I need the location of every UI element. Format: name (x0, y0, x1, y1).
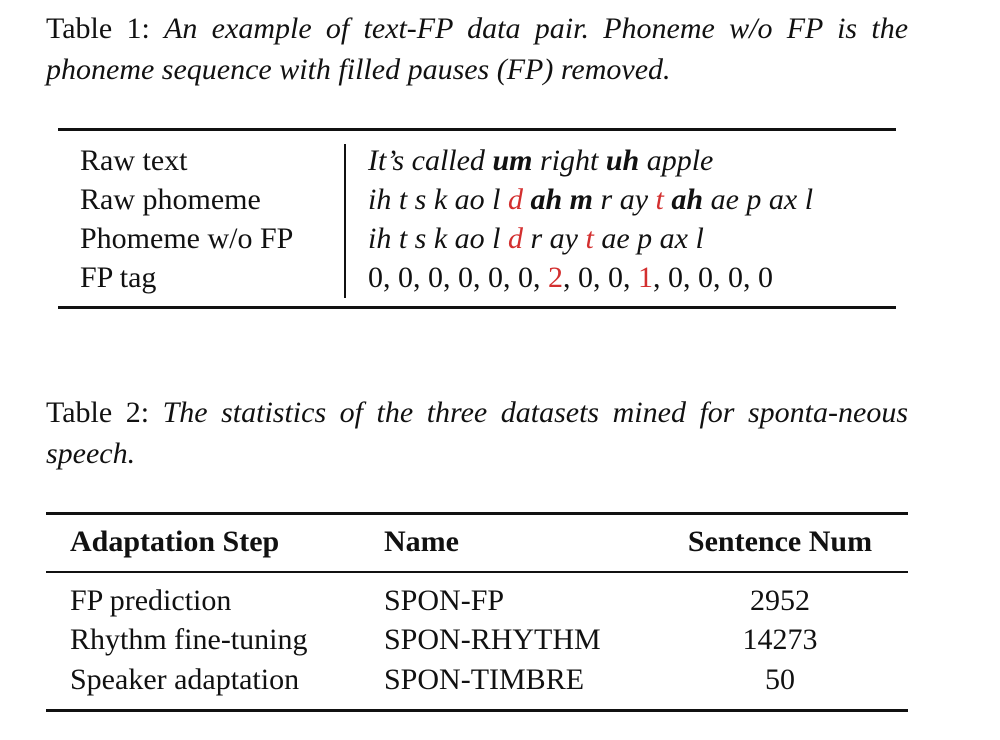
sequence-token: It’s called (368, 144, 493, 177)
table1-top-rule (58, 128, 896, 131)
table2-mid-rule (46, 571, 908, 573)
filled-pause-token: um (492, 144, 533, 177)
sequence-token: , 0, 0, 0, 0 (653, 261, 773, 294)
table1-column-divider (344, 144, 346, 298)
table2-top-rule (46, 512, 908, 515)
table1-row-label: FP tag (80, 261, 157, 294)
table1-caption-label: Table 1: (46, 12, 150, 45)
table2-header: Adaptation Step (70, 525, 280, 558)
table1-row-value (368, 180, 813, 220)
table1-caption (46, 8, 908, 90)
table2-caption-label: Table 2: (46, 396, 150, 429)
table2-cell: 14273 (742, 623, 818, 656)
sequence-token: ae p ax l (703, 183, 814, 216)
table1-caption-text: An example of text-FP data pair. Phoneme w/o FP is the phoneme sequence with filled pauses (FP) removed. (46, 12, 909, 86)
sequence-token: , 0, 0, (563, 261, 638, 294)
table2-cell: 2952 (750, 584, 810, 617)
sequence-token: right (532, 144, 606, 177)
table1-row-label: Raw text (80, 144, 188, 177)
table2-bottom-rule (46, 709, 908, 712)
fp-highlight-token: t (655, 183, 664, 216)
table1-row-label: Raw phomeme (80, 183, 261, 216)
table1-row-value (368, 219, 704, 259)
sequence-token: ae p ax l (593, 222, 704, 255)
fp-highlight-token: d (508, 183, 523, 216)
sequence-token (523, 183, 531, 216)
table2-header: Sentence Num (687, 525, 873, 558)
sequence-token: r ay (523, 222, 586, 255)
table2-cell: SPON-RHYTHM (384, 623, 601, 656)
filled-pause-token: ah (671, 183, 704, 216)
table2-cell: 50 (765, 663, 795, 696)
filled-pause-token: ah m (530, 183, 594, 216)
table2-header: Name (384, 525, 459, 558)
fp-highlight-token: 1 (638, 261, 653, 294)
table1-row-value (368, 141, 713, 181)
fp-highlight-token: t (585, 222, 594, 255)
sequence-token: apple (639, 144, 714, 177)
filled-pause-token: uh (605, 144, 640, 177)
table2-cell: FP prediction (70, 584, 232, 617)
sequence-token: ih t s k ao l (368, 183, 508, 216)
table1-row-value (368, 258, 773, 298)
table2-caption-text: The statistics of the three datasets mined for sponta-neous speech. (46, 396, 908, 470)
table1-row-label: Phomeme w/o FP (80, 222, 294, 255)
table2-cell: SPON-TIMBRE (384, 663, 585, 696)
sequence-token: ih t s k ao l (368, 222, 508, 255)
table2-caption (46, 392, 908, 474)
sequence-token: r ay (593, 183, 656, 216)
fp-highlight-token: d (508, 222, 523, 255)
table2-cell: Speaker adaptation (70, 663, 300, 696)
table2-cell: SPON-FP (384, 584, 505, 617)
fp-highlight-token: 2 (548, 261, 563, 294)
sequence-token: 0, 0, 0, 0, 0, 0, (368, 261, 548, 294)
table1-bottom-rule (58, 306, 896, 309)
table2-cell: Rhythm fine-tuning (70, 623, 308, 656)
